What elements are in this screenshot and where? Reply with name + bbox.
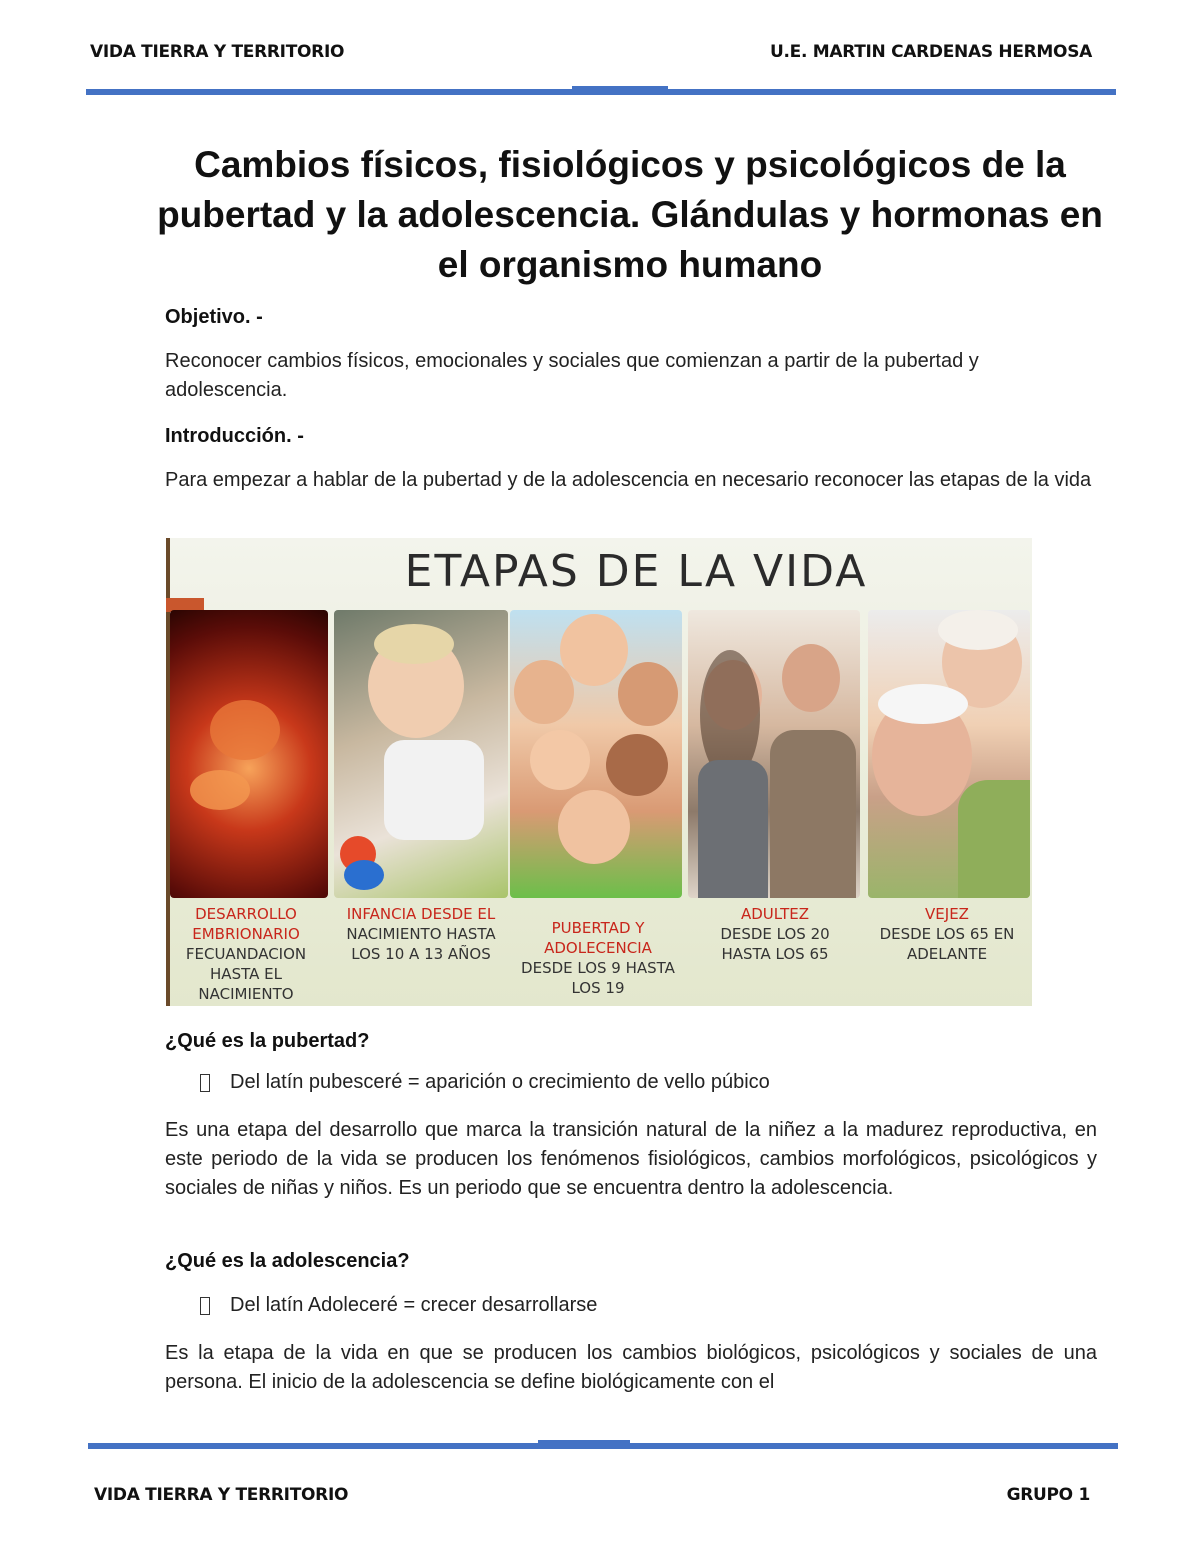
header-school: U.E. MARTIN CARDENAS HERMOSA [769,42,1092,62]
adolescencia-text: Es la etapa de la vida en que se producen los cambios biológicos, psicológicos y sociales de una persona. El inicio de la adolescencia se define biológicamente con el [165,1342,1097,1393]
embryo-photo [170,610,328,898]
pubertad-etymology-bullet [200,1071,770,1094]
caption-puberty: PUBERTAD Y ADOLECENCIA DESDE LOS 9 HASTA LOS 19 [521,919,675,997]
objetivo-heading: Objetivo. - [165,306,263,328]
footer-subject: VIDA TIERRA Y TERRITORIO [94,1485,349,1505]
infant-photo [334,610,508,898]
page-footer [94,1485,1090,1505]
caption-old-age: VEJEZ DESDE LOS 65 EN ADELANTE [879,905,1015,963]
adolescencia-etymology-text: Del latín Adoleceré = crecer desarrollarse [230,1294,598,1316]
bullet-glyph-icon [200,1297,210,1315]
adolescencia-etymology-bullet [200,1294,597,1317]
footer-group: GRUPO 1 [1006,1485,1090,1505]
header-subject: VIDA TIERRA Y TERRITORIO [90,42,345,62]
introduccion-text: Para empezar a hablar de la pubertad y de la adolescencia en necesario reconocer las etapas de la vida [165,469,1092,491]
pubertad-text: Es una etapa del desarrollo que marca la transición natural de la niñez a la madurez reproductiva, en este periodo de la vida se producen los fenómenos fisiológicos, cambios morfológicos, psicológicos y sociales de niñas y niños. Es un periodo que se encuentra dentro la adolescencia. [165,1119,1097,1199]
teens-photo [510,610,682,898]
pubertad-etymology-text: Del latín pubesceré = aparición o crecimiento de vello púbico [230,1071,770,1093]
adolescencia-heading: ¿Qué es la adolescencia? [165,1250,410,1272]
header-rule [86,89,1116,95]
footer-rule [88,1443,1118,1449]
page-header [90,42,1092,62]
life-stages-infographic [166,538,1032,1006]
objetivo-text: Reconocer cambios físicos, emocionales y sociales que comienzan a partir de la pubertad y adolescencia. [165,350,979,401]
caption-embryonic: DESARROLLO EMBRIONARIO FECUANDACION HASTA EL NACIMIENTO [185,905,307,1003]
document-title: Cambios físicos, fisiológicos y psicológicos de la pubertad y la adolescencia. Glándulas y hormonas en el organismo humano [157,144,1103,285]
bullet-glyph-icon [200,1074,210,1092]
infographic-title: ETAPAS DE LA VIDA [404,546,868,597]
caption-adulthood: ADULTEZ DESDE LOS 20 HASTA LOS 65 [720,905,830,963]
pubertad-heading: ¿Qué es la pubertad? [165,1030,370,1052]
elderly-couple-photo [868,610,1030,898]
introduccion-heading: Introducción. - [165,425,304,447]
adult-couple-photo [688,610,860,898]
caption-infancy: INFANCIA DESDE EL NACIMIENTO HASTA LOS 10 A 13 AÑOS [346,905,496,963]
